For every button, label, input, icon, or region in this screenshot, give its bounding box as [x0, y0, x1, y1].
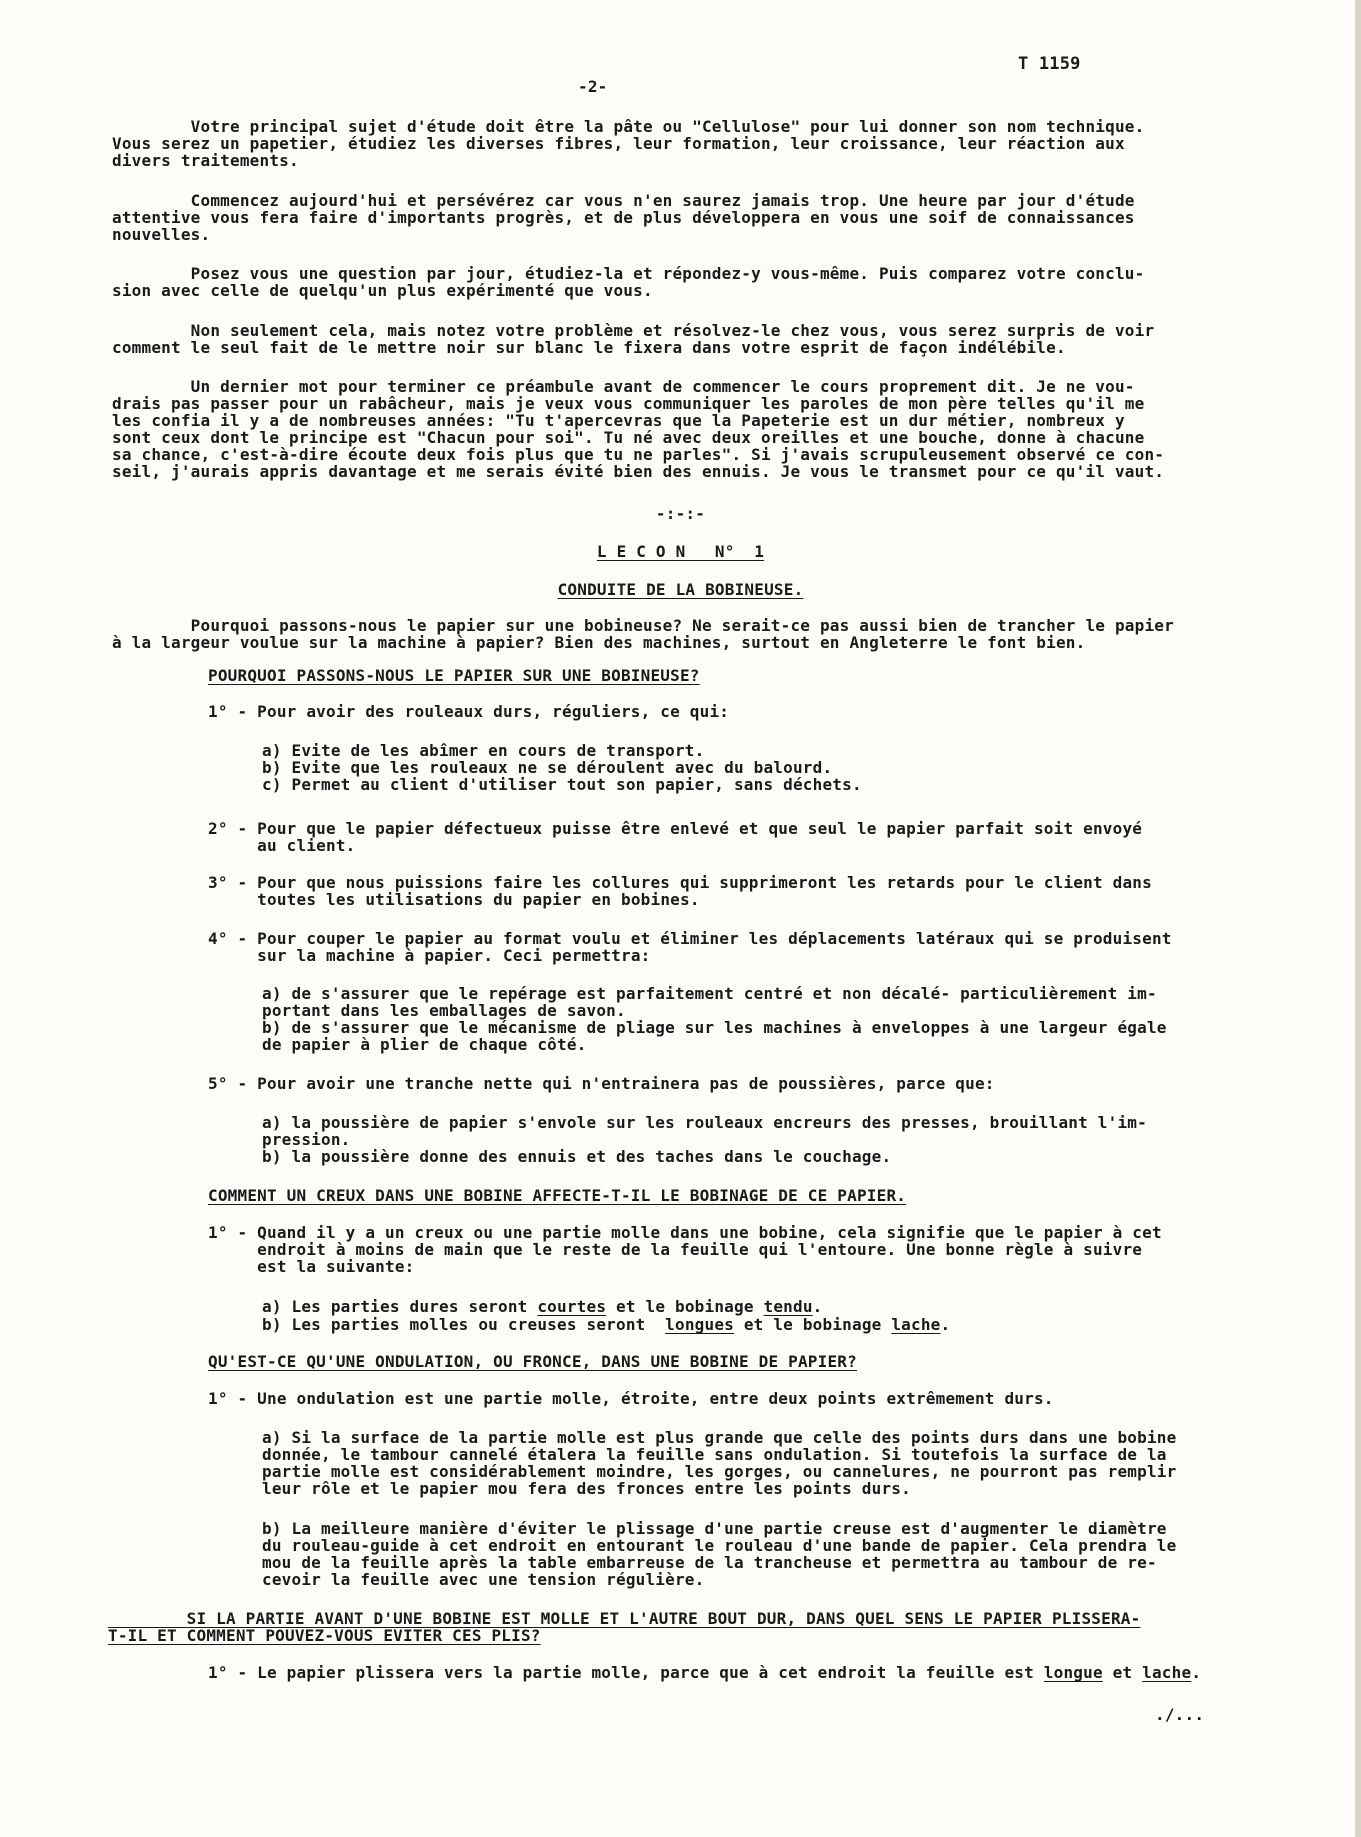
section-heading-why-rewind: POURQUOI PASSONS-NOUS LE PAPIER SUR UNE BOBINEUSE?: [208, 666, 700, 685]
page-number: -2-: [578, 77, 608, 96]
section-heading-ondulation: QU'EST-CE QU'UNE ONDULATION, OU FRONCE, DANS UNE BOBINE DE PAPIER?: [208, 1352, 857, 1371]
list-item-1-subitems: a) Evite de les abîmer en cours de transport. b) Evite que les rouleaux ne se déroulent avec du balourd. c) Permet au client d'utiliser tout son papier, sans déchets.: [262, 741, 862, 794]
list-item-5: 5° - Pour avoir une tranche nette qui n'entrainera pas de poussières, parce que:: [208, 1074, 995, 1093]
section3-item-1: 1° - Une ondulation est une partie molle, étroite, entre deux points extrêmement durs.: [208, 1389, 1054, 1408]
lesson-title: L E C O N N° 1: [596, 542, 765, 561]
lesson-subtitle: CONDUITE DE LA BOBINEUSE.: [557, 580, 804, 599]
section2-subitem-b: b) Les parties molles ou creuses seront longues et le bobinage lache.: [262, 1315, 951, 1334]
list-item-4: 4° - Pour couper le papier au format voulu et éliminer les déplacements latéraux qui se produisent sur la machine à papier. Ceci permettra:: [208, 929, 1172, 965]
list-item-3: 3° - Pour que nous puissions faire les collures qui supprimeront les retards pour le client dans toutes les utilisations du papier en bobines.: [208, 873, 1152, 909]
section2-subitem-a: a) Les parties dures seront courtes et le bobinage tendu.: [262, 1297, 823, 1316]
continuation-mark: ./...: [1155, 1705, 1205, 1724]
intro-paragraph-1: Votre principal sujet d'étude doit être la pâte ou "Cellulose" pour lui donner son nom technique. Vous serez un papetier, étudiez les diverses fibres, leur formation, leur croissance, leur réaction aux divers traitements.: [112, 117, 1145, 170]
doc-reference: T 1159: [1018, 54, 1081, 74]
lesson-intro: Pourquoi passons-nous le papier sur une bobineuse? Ne serait-ce pas aussi bien de trancher le papier à la largeur voulue sur la machine à papier? Bien des machines, surtout en Angleterre le font bien.: [112, 616, 1174, 652]
section2-item-1: 1° - Quand il y a un creux ou une partie molle dans une bobine, cela signifie que le papier à cet endroit à moins de main que le reste de la feuille qui l'entoure. Une bonne règle à suivre est la suivante:: [208, 1223, 1162, 1276]
list-item-1: 1° - Pour avoir des rouleaux durs, réguliers, ce qui:: [208, 702, 730, 721]
section-heading-hollow-effect: COMMENT UN CREUX DANS UNE BOBINE AFFECTE-T-IL LE BOBINAGE DE CE PAPIER.: [208, 1186, 907, 1205]
intro-paragraph-4: Non seulement cela, mais notez votre problème et résolvez-le chez vous, vous serez surpris de voir comment le seul fait de le mettre noir sur blanc le fixera dans votre esprit de façon indélébile.: [112, 321, 1155, 357]
list-item-5-subitems: a) la poussière de papier s'envole sur les rouleaux encreurs des presses, brouillant l'im- pression. b) la poussière donne des ennuis et des taches dans le couchage.: [262, 1113, 1147, 1166]
intro-paragraph-3: Posez vous une question par jour, étudiez-la et répondez-y vous-même. Puis comparez votre conclu- sion avec celle de quelqu'un plus expérimenté que vous.: [112, 264, 1145, 300]
section-separator: -:-:-: [655, 504, 706, 523]
section4-item-1: 1° - Le papier plissera vers la partie molle, parce que à cet endroit la feuille est longue et lache.: [208, 1663, 1202, 1682]
section-heading-soft-front: SI LA PARTIE AVANT D'UNE BOBINE EST MOLLE ET L'AUTRE BOUT DUR, DANS QUEL SENS LE PAPIER PLISSERA- T-IL ET COMMENT POUVEZ-VOUS EVITER CES PLIS?: [108, 1609, 1141, 1645]
section3-subitem-b: b) La meilleure manière d'éviter le plissage d'une partie creuse est d'augmenter le diamètre du rouleau-guide à cet endroit en entourant le rouleau d'une bande de papier. Cela prendra le mou de la feuille après la table embarreuse de la trancheuse et permettra au tambour de re- cevoir la feuille avec une tension régulière.: [262, 1519, 1177, 1589]
list-item-2: 2° - Pour que le papier défectueux puisse être enlevé et que seul le papier parfait soit envoyé au client.: [208, 819, 1143, 855]
list-item-4-subitems: a) de s'assurer que le repérage est parfaitement centré et non décalé- particulièrement im- portant dans les emballages de savon. b) de s'assurer que le mécanisme de pliage sur les machines à enveloppes à une largeur égale de papier à plier de chaque côté.: [262, 984, 1167, 1054]
intro-paragraph-2: Commencez aujourd'hui et persévérez car vous n'en saurez jamais trop. Une heure par jour d'étude attentive vous fera faire d'importants progrès, et de plus développera en vous une soif de connaissances nouvelles.: [112, 191, 1135, 244]
intro-paragraph-5: Un dernier mot pour terminer ce préambule avant de commencer le cours proprement dit. Je ne vou- drais pas passer pour un rabâcheur, mais je veux vous communiquer les paroles de mon père telles qu'il me les confia il y a de nombreuses années: "Tu t'apercevras que la Papeterie est un dur métier, nombreux y sont ceux dont le principe est "Chacun pour soi". Tu né avec deux oreilles et une bouche, donne à chacune sa chance, c'est-à-dire écoute deux fois plus que tu ne parles". Si j'avais scrupuleusement observé ce con- seil, j'aurais appris davantage et me serais évité bien des ennuis. Je vous le transmet pour ce qu'il vaut.: [112, 377, 1165, 481]
section3-subitem-a: a) Si la surface de la partie molle est plus grande que celle des points durs dans une bobine donnée, le tambour cannelé étalera la feuille sans ondulation. Si toutefois la surface de la partie molle est considérablement moindre, les gorges, ou cannelures, ne pourront pas remplir leur rôle et le papier mou fera des fronces entre les points durs.: [262, 1428, 1177, 1498]
